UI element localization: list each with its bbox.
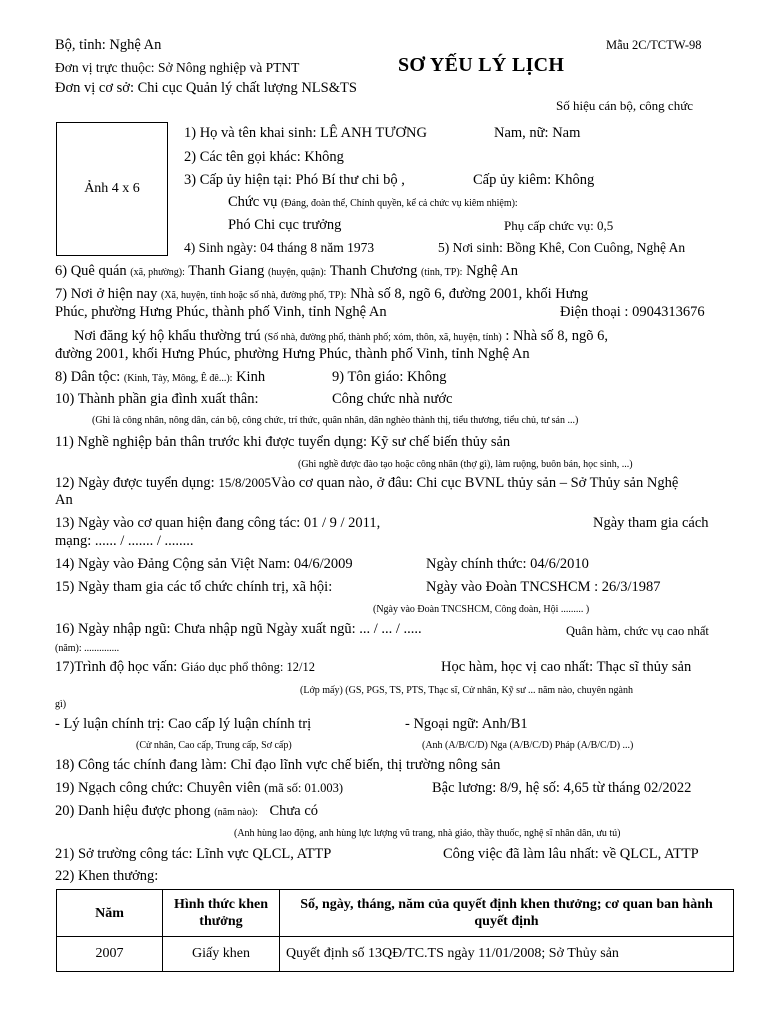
strength-line: 21) Sở trường công tác: Lĩnh vực QLCL, ATTP	[55, 846, 332, 862]
award-year: 2007	[57, 937, 163, 972]
commune-note: (xã, phường):	[130, 267, 185, 278]
phone-line: Điện thoại : 0904313676	[560, 304, 705, 320]
award-form: Giấy khen	[163, 937, 280, 972]
unit-base-line: Đơn vị cơ sở: Chi cục Quản lý chất lượng NLS&TS	[55, 80, 357, 96]
residence-value: Nhà số 8, ngõ 6, đường 2001, khối Hưng	[350, 286, 589, 302]
political-theory-note: (Cử nhân, Cao cấp, Trung cấp, Sơ cấp)	[136, 740, 292, 751]
photo-label: Ảnh 4 x 6	[84, 181, 140, 196]
position-value: Phó Chi cục trưởng	[228, 217, 342, 233]
social-org-note: (Ngày vào Đoàn TNCSHCM, Công đoàn, Hội ......... )	[373, 604, 590, 615]
awards-header-decision: Số, ngày, tháng, năm của quyết định khen thưởng; cơ quan ban hành quyết định	[280, 890, 734, 937]
military-rank-label: Quân hàm, chức vụ cao nhất	[566, 624, 709, 638]
other-names-line: 2) Các tên gọi khác: Không	[184, 149, 344, 165]
residence-note: (Xã, huyện, tỉnh hoặc số nhà, đường phố, TP):	[160, 290, 347, 301]
salary-line: Bậc lương: 8/9, hệ số: 4,65 từ tháng 02/2022	[432, 780, 692, 796]
concurrent-committee-line: Cấp ủy kiêm: Không	[473, 172, 595, 188]
registered-residence-line-2: đường 2001, khối Hưng Phúc, phường Hưng Phúc, thành phố Vinh, tỉnh Nghệ An	[55, 346, 530, 362]
ethnicity-note: (Kinh, Tày, Mông, Ê đê...):	[123, 373, 233, 384]
general-education: Giáo dục phổ thông: 12/12	[180, 660, 315, 674]
table-row	[57, 937, 734, 972]
gender-line: Nam, nữ: Nam	[494, 125, 581, 141]
residence-line	[55, 285, 588, 305]
party-committee-line: 3) Cấp ủy hiện tại: Phó Bí thư chi bộ ,	[184, 172, 405, 188]
birth-date-line: 4) Sinh ngày: 04 tháng 8 năm 1973	[184, 240, 375, 255]
party-join-line: 14) Ngày vào Đảng Cộng sản Việt Nam: 04/6/2009	[55, 556, 353, 572]
awards-label: 22) Khen thưởng:	[55, 868, 159, 884]
ethnicity-value: Kinh	[236, 369, 266, 385]
awards-table	[56, 889, 734, 972]
position-note: (Đảng, đoàn thể, Chính quyền, kể cả chức vụ kiêm nhiệm):	[280, 198, 518, 209]
revolution-date-value: mạng: ...... / ....... / ........	[55, 533, 194, 549]
document-title: SƠ YẾU LÝ LỊCH	[398, 54, 565, 76]
unit-parent-line: Đơn vị trực thuộc: Sở Nông nghiệp và PTNT	[55, 60, 300, 75]
military-line: 16) Ngày nhập ngũ: Chưa nhập ngũ Ngày xuất ngũ: ... / ... / .....	[55, 621, 422, 637]
prior-occupation-line: 11) Nghề nghiệp bản thân trước khi được tuyển dụng: Kỹ sư chế biến thủy sản	[55, 434, 511, 450]
district-note: (huyện, quận):	[268, 267, 327, 278]
birth-place-line: 5) Nơi sinh: Bồng Khê, Con Cuông, Nghệ An	[438, 240, 686, 255]
commune-value: Thanh Giang	[188, 263, 265, 279]
residence-label: 7) Nơi ở hiện nay	[55, 286, 158, 302]
ethnicity-label: 8) Dân tộc:	[55, 369, 121, 385]
recruitment-line	[55, 474, 678, 492]
recruitment-date: 15/8/2005	[218, 475, 272, 490]
position-label-text: Chức vụ	[228, 194, 278, 210]
social-org-line: 15) Ngày tham gia các tổ chức chính trị, xã hội:	[55, 579, 333, 595]
civil-service-code: (mã số: 01.003)	[264, 781, 344, 795]
current-agency-line: 13) Ngày vào cơ quan hiện đang công tác: 01 / 9 / 2011,	[55, 515, 381, 531]
awards-header-form: Hình thức khen thưởng	[163, 890, 280, 937]
province-line: Bộ, tỉnh: Nghệ An	[55, 37, 162, 53]
staff-id-label: Số hiệu cán bộ, công chức	[556, 98, 694, 113]
youth-union-line: Ngày vào Đoàn TNCSHCM : 26/3/1987	[426, 579, 661, 595]
party-official-line: Ngày chính thức: 04/6/2010	[426, 556, 589, 572]
registered-residence-note: (Số nhà, đường phố, thành phố; xóm, thôn, xã, huyện, tỉnh)	[264, 332, 502, 343]
military-rank-note: (năm): ..............	[55, 643, 120, 654]
highest-degree-line: Học hàm, học vị cao nhất: Thạc sĩ thủy sản	[441, 659, 692, 675]
family-background-note: (Ghi là công nhân, nông dân, cán bộ, công chức, trí thức, quân nhân, dân nghèo thành thị, tiểu thương, tiểu chủ, tư sản ...)	[92, 415, 579, 426]
full-name-line: 1) Họ và tên khai sinh: LÊ ANH TƯƠNG	[184, 125, 427, 141]
position-allowance: Phụ cấp chức vụ: 0,5	[504, 218, 614, 233]
civil-service-rank: 19) Ngạch công chức: Chuyên viên	[55, 780, 261, 796]
title-awarded-line	[55, 802, 318, 822]
education-line	[55, 658, 315, 676]
longest-work-line: Công việc đã làm lâu nhất: về QLCL, ATTP	[443, 846, 699, 862]
family-background-value: Công chức nhà nước	[332, 391, 453, 407]
registered-residence-label: Nơi đăng ký hộ khẩu thường trú	[74, 328, 261, 344]
hometown-label: 6) Quê quán	[55, 263, 127, 279]
awards-table-header	[57, 890, 734, 937]
province-note: (tỉnh, TP):	[420, 267, 463, 278]
foreign-language-line: - Ngoại ngữ: Anh/B1	[405, 716, 528, 732]
form-code: Mẫu 2C/TCTW-98	[606, 38, 702, 52]
award-decision: Quyết định số 13QĐ/TC.TS ngày 11/01/2008; Sở Thủy sản	[280, 937, 734, 972]
registered-residence-line	[74, 327, 608, 347]
foreign-language-note: (Anh (A/B/C/D) Nga (A/B/C/D) Pháp (A/B/C/D) ...)	[422, 740, 634, 751]
province-value: Nghệ An	[466, 263, 519, 279]
hometown-line	[55, 262, 518, 282]
title-awarded-value: Chưa có	[269, 803, 319, 819]
education-note-2: gì)	[55, 699, 67, 710]
prior-occupation-note: (Ghi nghề được đào tạo hoặc công nhân (thợ gì), làm ruộng, buôn bán, học sinh, ...)	[298, 459, 633, 470]
education-label: 17)Trình độ học vấn:	[55, 659, 178, 675]
ethnicity-line	[55, 368, 265, 388]
district-value: Thanh Chương	[329, 263, 418, 279]
education-note: (Lớp mấy) (GS, PGS, TS, PTS, Thạc sĩ, Cử nhân, Kỹ sư ... năm nào, chuyên ngành	[300, 685, 633, 696]
political-theory-line: - Lý luận chính trị: Cao cấp lý luận chính trị	[55, 716, 312, 732]
title-awarded-note: (năm nào):	[214, 807, 258, 818]
family-background-label: 10) Thành phần gia đình xuất thân:	[55, 391, 259, 407]
religion-line: 9) Tôn giáo: Không	[332, 369, 447, 385]
recruitment-label: 12) Ngày được tuyển dụng:	[55, 475, 215, 491]
recruitment-line-2: An	[55, 492, 73, 508]
revolution-date-label: Ngày tham gia cách	[593, 515, 709, 531]
registered-residence-value: : Nhà số 8, ngõ 6,	[505, 328, 609, 344]
awards-header-year: Năm	[57, 890, 163, 937]
position-label	[228, 193, 518, 213]
current-work-line: 18) Công tác chính đang làm: Chỉ đạo lĩnh vực chế biến, thị trường nông sản	[55, 757, 501, 773]
title-awarded-label: 20) Danh hiệu được phong	[55, 803, 211, 819]
civil-service-line	[55, 779, 343, 797]
recruitment-agency: Vào cơ quan nào, ở đâu: Chi cục BVNL thủy sản – Sở Thủy sản Nghệ	[271, 475, 679, 491]
residence-line-2: Phúc, phường Hưng Phúc, thành phố Vinh, tỉnh Nghệ An	[55, 304, 387, 320]
photo-placeholder	[56, 122, 168, 256]
title-awarded-hint: (Anh hùng lao động, anh hùng lực lượng vũ trang, nhà giáo, thầy thuốc, nghệ sĩ nhân dân, ưu tú)	[234, 828, 621, 839]
